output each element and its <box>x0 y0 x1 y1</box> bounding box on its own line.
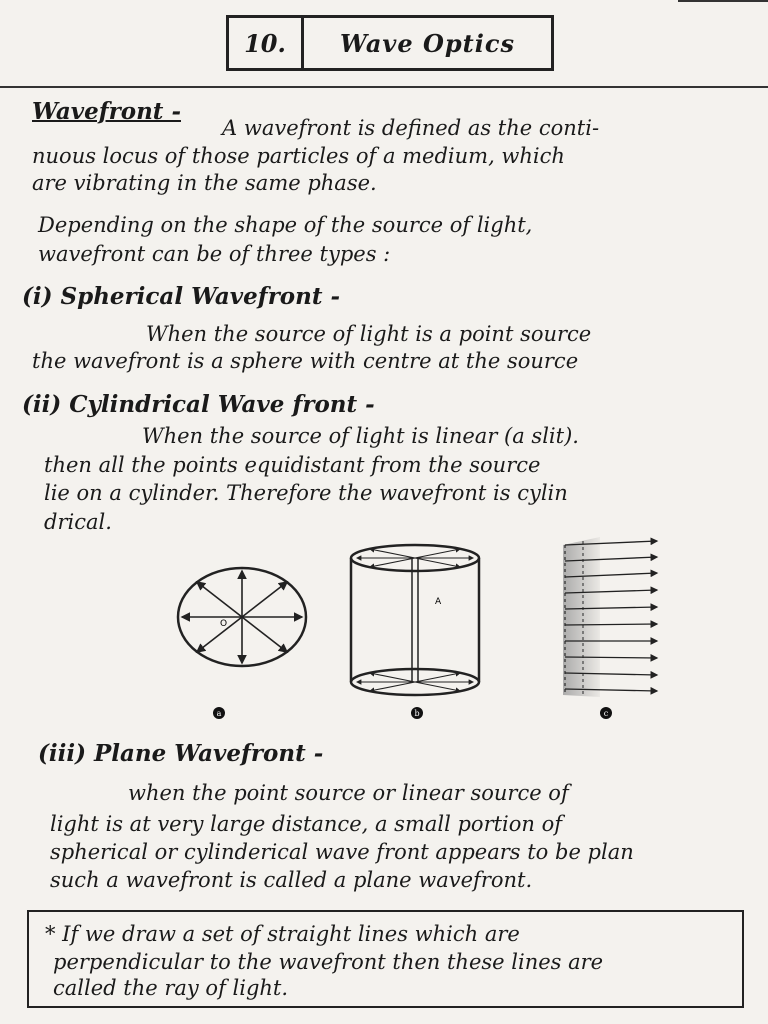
ray-note-box <box>27 910 744 1008</box>
chapter-title: Wave Optics <box>339 28 515 58</box>
spherical-line2: the wavefront is a sphere with centre at the source <box>32 349 579 373</box>
figure-a-label: a <box>213 707 225 719</box>
figure-a-center-label: O <box>220 619 228 629</box>
types-line2: wavefront can be of three types : <box>38 242 391 266</box>
plane-line1: when the point source or linear source of <box>128 781 569 805</box>
spherical-wavefront-figure <box>170 560 315 675</box>
cylindrical-line4: drical. <box>44 510 112 534</box>
plane-line3: spherical or cylinderical wave front appears to be plan <box>50 840 634 864</box>
figure-b-axis-label: A <box>435 597 442 607</box>
wavefront-def-line2: nuous locus of those particles of a medium, which <box>32 144 565 168</box>
wavefront-def-line3: are vibrating in the same phase. <box>32 171 377 195</box>
cylindrical-line2: then all the points equidistant from the source <box>44 453 541 477</box>
cylindrical-line3: lie on a cylinder. Therefore the wavefront is cylin <box>44 481 568 505</box>
note-line2: perpendicular to the wavefront then these lines are <box>53 950 604 974</box>
note-line3: called the ray of light. <box>53 976 289 1000</box>
chapter-title-box <box>226 15 554 71</box>
spherical-heading: (i) Spherical Wavefront - <box>22 283 341 310</box>
figure-b-label: b <box>411 707 423 719</box>
plane-line4: such a wavefront is called a plane wavefront. <box>50 868 533 892</box>
plane-line2: light is at very large distance, a small portion of <box>50 812 563 836</box>
spherical-line1: When the source of light is a point source <box>146 322 592 346</box>
chapter-number: 10. <box>229 18 304 68</box>
cylindrical-heading: (ii) Cylindrical Wave front - <box>22 391 375 418</box>
plane-wavefront-figure <box>555 535 665 705</box>
cylindrical-wavefront-figure <box>345 540 485 700</box>
header-rule <box>0 86 768 88</box>
note-line1: * If we draw a set of straight lines which are <box>45 922 520 946</box>
plane-heading: (iii) Plane Wavefront - <box>38 740 324 767</box>
cylindrical-line1: When the source of light is linear (a slit). <box>142 424 579 448</box>
page-corner-rule <box>678 0 768 2</box>
wavefront-def-line1: A wavefront is defined as the conti- <box>222 116 600 140</box>
types-line1: Depending on the shape of the source of light, <box>38 213 533 237</box>
figure-c-label: c <box>600 707 612 719</box>
wavefront-heading: Wavefront - <box>32 98 181 125</box>
